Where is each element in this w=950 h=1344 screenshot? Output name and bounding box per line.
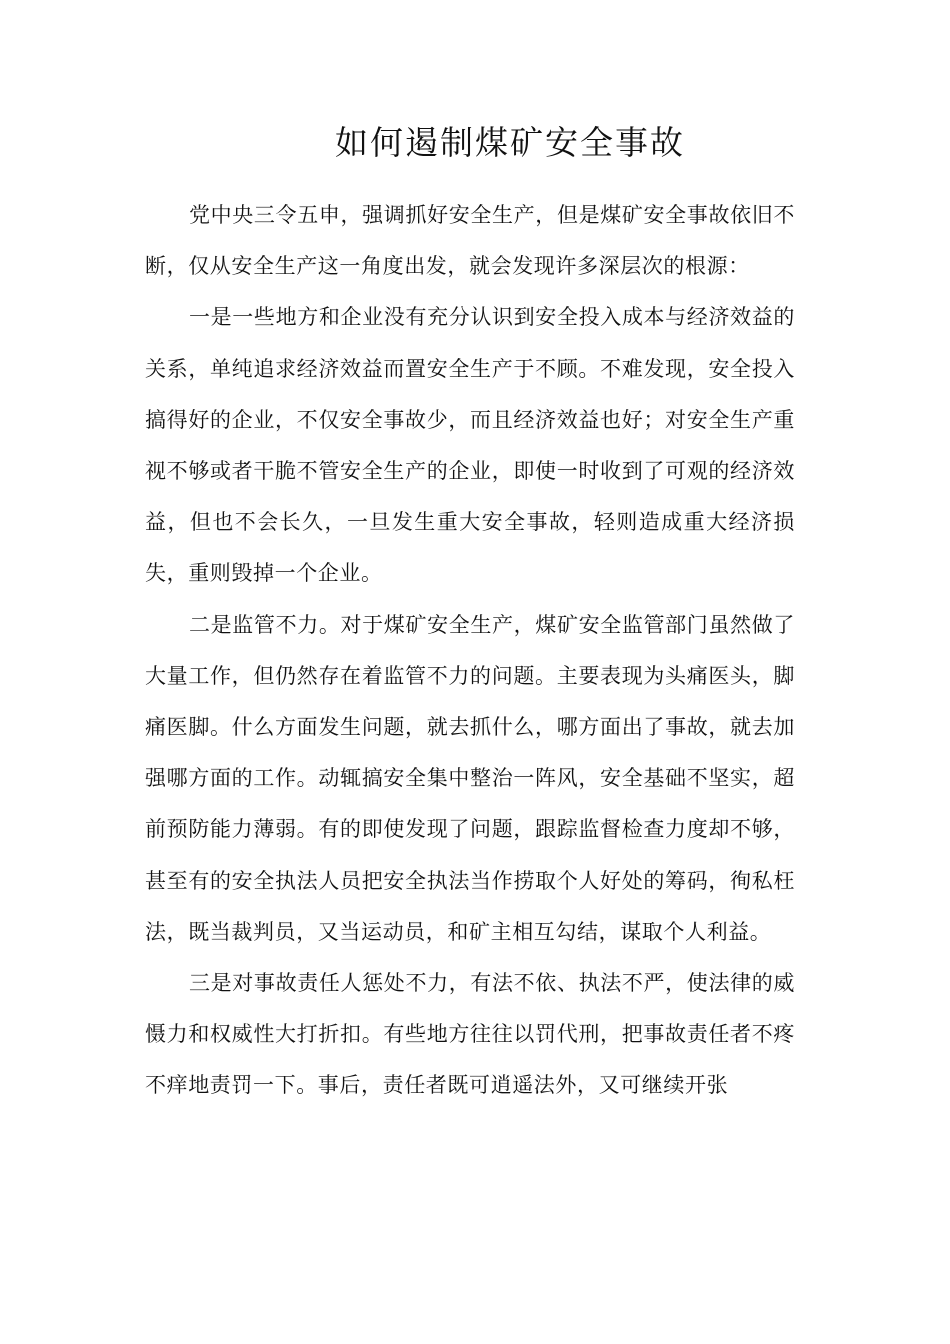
paragraph-intro: 党中央三令五申，强调抓好安全生产，但是煤矿安全事故依旧不断，仅从安全生产这一角度出发，就会发现许多深层次的根源： (145, 203, 795, 279)
paragraph-point-one: 一是一些地方和企业没有充分认识到安全投入成本与经济效益的关系，单纯追求经济效益而置安全生产于不顾。不难发现，安全投入搞得好的企业，不仅安全事故少，而且经济效益也好；对安全生产重视不够或者干脆不管安全生产的企业，即使一时收到了可观的经济效益，但也不会长久，一旦发生重大安全事故，轻则造成重大经济损失，重则毁掉一个企业。 (145, 305, 795, 586)
document-title: 如何遏制煤矿安全事故 (335, 123, 685, 162)
document-body (145, 190, 795, 1112)
paragraph-point-three: 三是对事故责任人惩处不力，有法不依、执法不严，使法律的威慑力和权威性大打折扣。有些地方往往以罚代刑，把事故责任者不疼不痒地责罚一下。事后，责任者既可逍遥法外，又可继续开张 (145, 971, 795, 1098)
paragraph-point-two: 二是监管不力。对于煤矿安全生产，煤矿安全监管部门虽然做了大量工作，但仍然存在着监管不力的问题。主要表现为头痛医头，脚痛医脚。什么方面发生问题，就去抓什么，哪方面出了事故，就去加强哪方面的工作。动辄搞安全集中整治一阵风，安全基础不坚实，超前预防能力薄弱。有的即使发现了问题，跟踪监督检查力度却不够，甚至有的安全执法人员把安全执法当作捞取个人好处的筹码，徇私枉法，既当裁判员，又当运动员，和矿主相互勾结，谋取个人利益。 (145, 612, 795, 944)
